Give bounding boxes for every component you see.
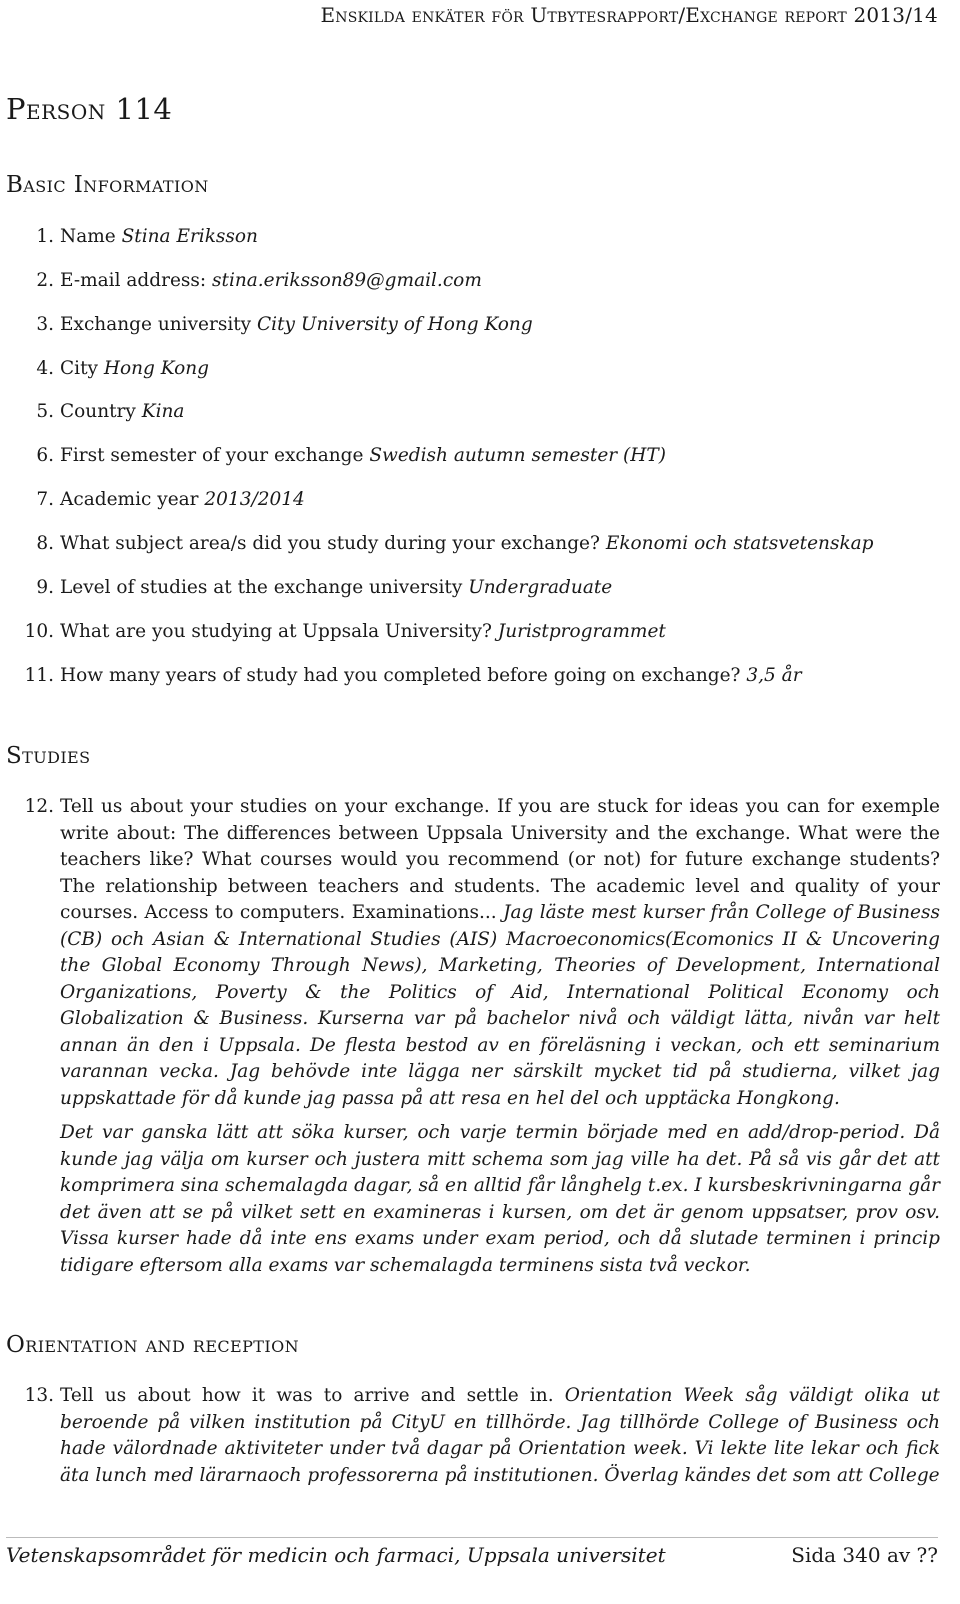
answer-text: Kina: [141, 401, 185, 422]
question-text: How many years of study had you completed before going on exchange?: [60, 665, 741, 686]
question-text: Tell us about how it was to arrive and settle in.: [60, 1385, 554, 1406]
question-number: 4.: [36, 358, 54, 379]
section-heading-basic-information: Basic Information: [6, 172, 209, 198]
answer-text: Undergraduate: [468, 577, 613, 598]
answer-text: City University of Hong Kong: [257, 314, 533, 335]
answer-text: Stina Eriksson: [121, 226, 258, 247]
answer-text: Ekonomi och statsvetenskap: [605, 533, 874, 554]
question-text: Exchange university: [60, 314, 252, 335]
question-number: 8.: [36, 533, 54, 554]
question-text: First semester of your exchange: [60, 445, 364, 466]
question-number: 5.: [36, 401, 54, 422]
question-number: 2.: [36, 270, 54, 291]
question-text: Level of studies at the exchange university: [60, 577, 463, 598]
running-header: Enskilda enkäter för Utbytesrapport/Exchange report 2013/14: [320, 3, 938, 27]
question-number: 11.: [24, 665, 54, 686]
person-title: Person 114: [6, 92, 173, 126]
answer-text: 2013/2014: [204, 489, 305, 510]
question-number: 6.: [36, 445, 54, 466]
question-text: Tell us about your studies on your exchange. If you are stuck for ideas you can for exemple write about: The differences between Uppsala University and the exchange. What were the teachers like? What courses would you recommend (or not) for future exchange students? The relationship between teachers and students. The academic level and quality of your courses. Access to computers. Examinations...: [60, 796, 940, 923]
question-number: 13.: [24, 1385, 54, 1406]
question-text: E-mail address:: [60, 270, 207, 291]
question-number: 10.: [24, 621, 54, 642]
question-number: 12.: [24, 796, 54, 817]
question-text: What subject area/s did you study during your exchange?: [60, 533, 600, 554]
answer-paragraph-2: Det var ganska lätt att söka kurser, och varje termin började med en add/drop-period. Då kunde jag välja om kurser och justera mitt schema som jag ville ha det. På så vis går det att komprimera sina schemalagda dagar, så en alltid får långhelg t.ex. I kursbeskrivningarna går det även att se på vilket sett en examineras i kursen, om det är genom uppsatser, prov osv. Vissa kurser hade då inte ens exams under exam period, och då slutade terminen i princip tidigare eftersom alla exams var schemalagda terminens sista två veckor.: [60, 1122, 940, 1276]
question-number: 9.: [36, 577, 54, 598]
question-number: 3.: [36, 314, 54, 335]
section-heading-studies: Studies: [6, 743, 91, 769]
answer-paragraph-1: Jag läste mest kurser från College of Business (CB) och Asian & International Studies (AIS) Macroeconomics(Ecomonics II & Uncovering the Global Economy Through News), Marketing, Theories of Development, International Organizations, Poverty & the Politics of Aid, International Political Economy och Globalization & Business. Kurserna var på bachelor nivå och väldigt lätta, nivån var helt annan än den i Uppsala. De flesta bestod av en föreläsning i veckan, och ett seminarium varannan vecka. Jag behövde inte lägga ner särskilt mycket tid på studierna, vilket jag uppskattade för då kunde jag passa på att resa en hel del och upptäcka Hongkong.: [60, 902, 940, 1109]
question-text: Academic year: [60, 489, 199, 510]
question-text: Name: [60, 226, 116, 247]
answer-text: Hong Kong: [103, 358, 209, 379]
section-heading-orientation: Orientation and reception: [6, 1332, 300, 1358]
answer-text: stina.eriksson89@gmail.com: [212, 270, 482, 291]
question-text: Country: [60, 401, 136, 422]
question-number: 7.: [36, 489, 54, 510]
footer-rule: [6, 1537, 938, 1538]
answer-text: Juristprogrammet: [497, 621, 666, 642]
page-number: Sida 340 av ??: [791, 1543, 938, 1567]
question-text: What are you studying at Uppsala University?: [60, 621, 492, 642]
answer-text: 3,5 år: [746, 665, 802, 686]
question-text: City: [60, 358, 98, 379]
answer-text: Swedish autumn semester (HT): [369, 445, 666, 466]
answer-text: Orientation Week såg väldigt olika ut beroende på vilken institution på CityU en tillhörde. Jag tillhörde College of Business och hade välordnade aktiviteter under två dagar på Orientation week. Vi lekte lite lekar och fick äta lunch med lärarnaoch professorerna på institutionen. Överlag kändes det som att College: [60, 1385, 940, 1486]
footer-institution: Vetenskapsområdet för medicin och farmaci, Uppsala universitet: [6, 1543, 666, 1567]
question-number: 1.: [36, 226, 54, 247]
